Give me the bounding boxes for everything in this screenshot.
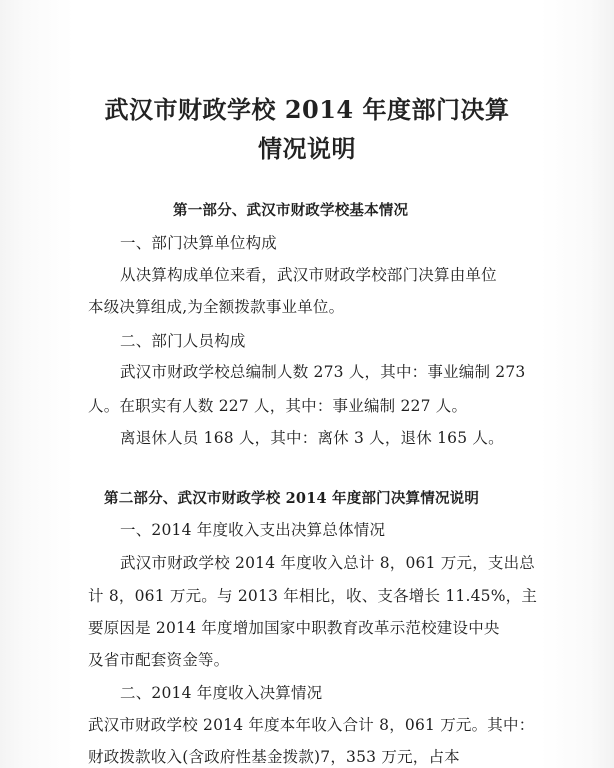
- part1-section2-line-1: 武汉市财政学校总编制人数 273 人，其中：事业编制 273: [120, 363, 526, 381]
- part2-section1-line-2: 计 8，061 万元。与 2013 年相比，收、支各增长 11.45%，主: [88, 587, 538, 605]
- part2-section1-title: 一、2014 年度收入支出决算总体情况: [120, 521, 386, 539]
- part1-section2-line-2: 人。在职实有人数 227 人，其中：事业编制 227 人。: [88, 397, 468, 415]
- part1-section1-line-1: 从决算构成单位来看，武汉市财政学校部门决算由单位: [120, 266, 497, 284]
- document-title-line-2: 情况说明: [258, 134, 356, 163]
- part2-heading: 第二部分、武汉市财政学校 2014 年度部门决算情况说明: [104, 490, 480, 507]
- document-title-line-1: 武汉市财政学校 2014 年度部门决算: [104, 95, 510, 124]
- part2-section1-line-3: 要原因是 2014 年度增加国家中职教育改革示范校建设中央: [88, 619, 500, 637]
- part1-section2-title: 二、部门人员构成: [120, 332, 246, 350]
- part2-section2-line-1: 武汉市财政学校 2014 年度本年收入合计 8，061 万元。其中：: [88, 716, 535, 734]
- part2-section2-line-2: 财政拨款收入(含政府性基金拨款)7，353 万元，占本: [88, 748, 460, 766]
- part2-section2-title: 二、2014 年度收入决算情况: [120, 684, 323, 702]
- part1-section1-title: 一、部门决算单位构成: [120, 234, 278, 252]
- part2-section1-line-4: 及省市配套资金等。: [88, 651, 230, 669]
- part2-section1-line-1: 武汉市财政学校 2014 年度收入总计 8，061 万元，支出总: [120, 554, 536, 572]
- part1-section2-line-3: 离退休人员 168 人，其中：离休 3 人，退休 165 人。: [120, 429, 504, 447]
- part1-section1-line-2: 本级决算组成,为全额拨款事业单位。: [88, 298, 345, 316]
- part1-heading: 第一部分、武汉市财政学校基本情况: [173, 202, 409, 219]
